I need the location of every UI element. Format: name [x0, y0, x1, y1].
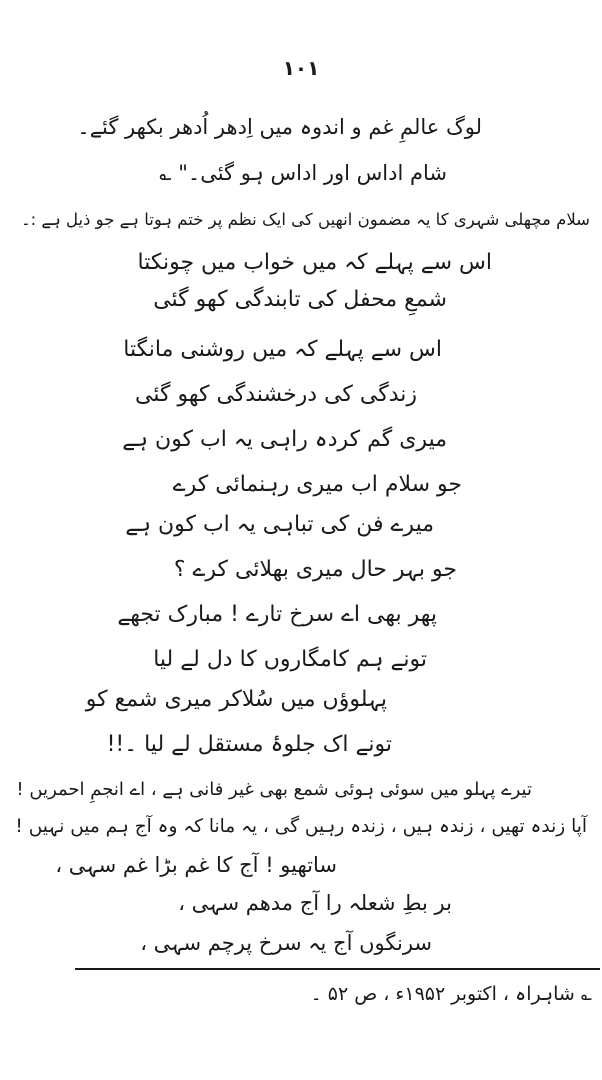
text-line-3: سلام مچھلی شہری کا یہ مضمون انھیں کی ایک نظم پر ختم ہوتا ہے جو ذیل ہے :۔	[20, 210, 590, 229]
verse-line-2: شمعِ محفل کی تابندگی کھو گئی	[153, 287, 447, 312]
verse-line-5: میری گم کردہ راہی یہ اب کون ہے	[122, 427, 447, 452]
verse-line-10: تونے ہم کامگاروں کا دل لے لیا	[153, 647, 427, 672]
verse-line-6: جو سلام اب میری رہنمائی کرے	[172, 472, 462, 497]
text-line-1: لوگ عالمِ غم و اندوہ میں اِدھر اُدھر بکھر گئے۔	[77, 115, 482, 139]
page-number: ١٠١	[282, 56, 320, 80]
verse-line-9: پھر بھی اے سرخ تارے ! مبارک تجھے	[117, 602, 437, 627]
verse-line-4: زندگی کی درخشندگی کھو گئی	[135, 382, 417, 407]
verse-line-3: اس سے پہلے کہ میں روشنی مانگتا	[123, 337, 442, 362]
verse-line-7: میرے فن کی تباہی یہ اب کون ہے	[125, 512, 434, 537]
verse-line-12: تونے اک جلوۂ مستقل لے لیا ۔!!	[106, 732, 392, 757]
text-line-4: تیرے پہلو میں سوئی ہوئی شمع بھی غیر فانی ہے ، اے انجمِ احمریں !	[16, 779, 532, 800]
text-line-5: آپا زندہ تھیں ، زندہ ہیں ، زندہ رہیں گی ، یہ مانا کہ وہ آج ہم میں نہیں !	[15, 816, 587, 837]
text-line-7: بر بطِ شعلہ را آج مدھم سہی ،	[178, 891, 452, 915]
footnote-divider	[75, 968, 600, 970]
verse-line-11: پہلوؤں میں سُلاکر میری شمع کو	[85, 687, 387, 712]
verse-line-8: جو بہر حال میری بھلائی کرے ؟	[173, 557, 457, 582]
text-line-2: شام اداس اور اداس ہو گئی۔" ؎	[159, 161, 447, 185]
verse-line-1: اس سے پہلے کہ میں خواب میں چونکتا	[137, 250, 492, 275]
text-line-6: ساتھیو ! آج کا غم بڑا غم سہی ،	[55, 853, 337, 877]
footnote: ؎ شاہراہ ، اکتوبر ۱۹۵۲ء ، ص ۵۲ ۔	[310, 983, 592, 1005]
text-line-8: سرنگوں آج یہ سرخ پرچم سہی ،	[140, 931, 432, 955]
